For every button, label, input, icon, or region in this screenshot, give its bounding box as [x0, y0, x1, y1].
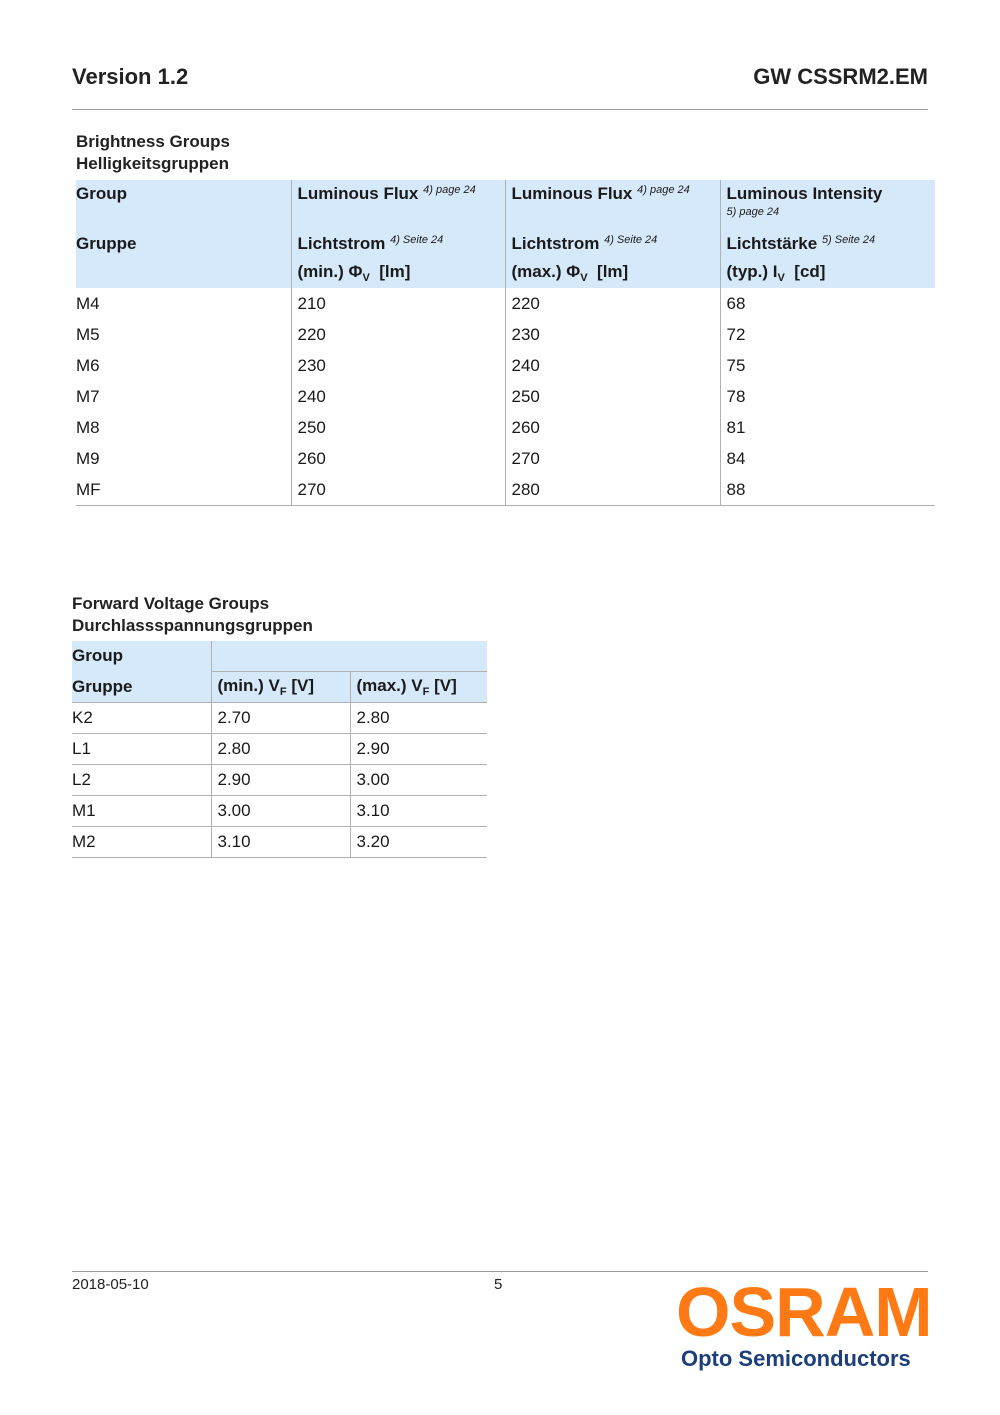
- bt-col-flux-min-unit: [291, 262, 505, 288]
- brightness-header-row-de: [76, 230, 935, 262]
- brightness-header-row-en: [76, 180, 935, 230]
- bt-col-group-en: [76, 180, 291, 230]
- bt-cell: 240: [505, 350, 720, 381]
- logo-subtitle: Opto Semiconductors: [681, 1346, 911, 1371]
- bt-lichtstrom-max-note: 4) Seite 24: [604, 234, 658, 246]
- vt-col-min-label: (min.) V: [217, 676, 280, 695]
- bt-cell: 260: [291, 443, 505, 474]
- bt-cell: 78: [720, 381, 935, 412]
- bt-cell: M4: [76, 293, 100, 313]
- vt-cell: 2.70: [211, 703, 350, 734]
- vt-cell: L2: [72, 765, 211, 796]
- osram-logo: OSRAM: [676, 1273, 932, 1351]
- table-row: [76, 350, 935, 381]
- bt-col-group-unit: [76, 262, 291, 288]
- bt-cell: 88: [720, 474, 935, 506]
- bt-cell: M8: [76, 417, 100, 437]
- bt-intensity-label: Luminous Intensity: [726, 184, 883, 203]
- bt-cell: 84: [720, 443, 935, 474]
- bt-cell: 81: [720, 412, 935, 443]
- table-row: [76, 319, 935, 350]
- vt-cell: K2: [72, 703, 211, 734]
- bt-lichtstaerke-label: Lichtstärke: [726, 234, 818, 253]
- bt-cell: 250: [505, 381, 720, 412]
- vt-cell: M1: [72, 796, 211, 827]
- bt-cell: 230: [505, 319, 720, 350]
- table-row: [72, 765, 487, 796]
- bt-intensity-note: 5) page 24: [726, 206, 780, 218]
- voltage-title: [72, 593, 313, 637]
- bt-col-intensity-en: [720, 180, 935, 230]
- bt-col-intensity-de: [720, 230, 935, 262]
- bt-cell: 220: [291, 319, 505, 350]
- bt-col-group-de: [76, 230, 291, 262]
- table-row: [76, 412, 935, 443]
- voltage-table: [72, 641, 487, 858]
- vt-col-max-label: (max.) V: [356, 676, 423, 695]
- bt-lichtstrom-min-note: 4) Seite 24: [390, 234, 444, 246]
- vt-col-min-sub: F: [279, 686, 287, 698]
- vt-cell: 3.10: [211, 827, 350, 858]
- bt-flux-min-sub: V: [362, 272, 370, 284]
- vt-cell: 3.20: [350, 827, 487, 858]
- vt-col-min: [211, 672, 350, 703]
- brightness-table: [76, 180, 935, 506]
- bt-cell: M6: [76, 355, 100, 375]
- voltage-header-row-de: [72, 672, 487, 703]
- table-row: [72, 703, 487, 734]
- bt-flux-max-note: 4) page 24: [637, 184, 690, 196]
- bt-col-flux-min-de: [291, 230, 505, 262]
- vt-cell: 3.00: [350, 765, 487, 796]
- page-number: 5: [494, 1276, 503, 1293]
- table-row: [76, 288, 935, 319]
- brightness-title: [76, 131, 230, 175]
- vt-header-blank: [211, 641, 487, 672]
- bt-intensity-qual: (typ.) I: [726, 262, 778, 281]
- bt-cell: 75: [720, 350, 935, 381]
- vt-cell: L1: [72, 734, 211, 765]
- bt-intensity-unit: [cd]: [794, 262, 826, 281]
- bt-cell: 230: [291, 350, 505, 381]
- brightness-header-row-units: [76, 262, 935, 288]
- bt-group-label: Group: [76, 184, 127, 203]
- bt-flux-min-note: 4) page 24: [423, 184, 476, 196]
- bt-cell: M5: [76, 324, 100, 344]
- bt-lichtstrom-min-label: Lichtstrom: [297, 234, 386, 253]
- bt-cell: 280: [505, 474, 720, 506]
- vt-cell: 2.90: [350, 734, 487, 765]
- table-row: [72, 827, 487, 858]
- bt-cell: 270: [291, 474, 505, 506]
- table-row: [76, 381, 935, 412]
- vt-gruppe-label: Gruppe: [72, 672, 211, 703]
- bt-cell: 240: [291, 381, 505, 412]
- vt-cell: 2.80: [350, 703, 487, 734]
- table-row: [76, 474, 935, 506]
- bt-cell: 260: [505, 412, 720, 443]
- bt-cell: M9: [76, 448, 100, 468]
- vt-col-max: [350, 672, 487, 703]
- voltage-header-row-en: [72, 641, 487, 672]
- bt-cell: 210: [291, 288, 505, 319]
- voltage-title-en: Forward Voltage Groups: [72, 594, 270, 613]
- product-code: GW CSSRM2.EM: [753, 64, 928, 89]
- vt-group-label: Group: [72, 641, 211, 672]
- vt-cell: M2: [72, 827, 211, 858]
- bt-flux-max-unit: [lm]: [597, 262, 629, 281]
- bt-col-flux-min-en: [291, 180, 505, 230]
- vt-col-max-sub: F: [422, 686, 430, 698]
- bt-flux-min-qual: (min.) Φ: [297, 262, 363, 281]
- bt-lichtstrom-max-label: Lichtstrom: [511, 234, 600, 253]
- bt-flux-min-unit: [lm]: [379, 262, 411, 281]
- bt-flux-max-sub: V: [580, 272, 588, 284]
- footer-date: 2018-05-10: [72, 1276, 149, 1293]
- bt-col-intensity-unit: [720, 262, 935, 288]
- header-divider: [72, 109, 928, 110]
- vt-col-min-unit: [V]: [291, 676, 314, 695]
- vt-col-max-unit: [V]: [434, 676, 457, 695]
- bt-col-flux-max-de: [505, 230, 720, 262]
- voltage-title-de: Durchlassspannungsgruppen: [72, 616, 313, 635]
- document-version: Version 1.2: [72, 64, 189, 89]
- vt-cell: 3.10: [350, 796, 487, 827]
- vt-cell: 2.80: [211, 734, 350, 765]
- bt-flux-max-label: Luminous Flux: [511, 184, 633, 203]
- bt-cell: 220: [505, 288, 720, 319]
- bt-lichtstaerke-note: 5) Seite 24: [821, 234, 876, 246]
- bt-col-flux-max-en: [505, 180, 720, 230]
- brightness-title-en: Brightness Groups: [76, 132, 230, 151]
- table-row: [72, 796, 487, 827]
- bt-flux-max-qual: (max.) Φ: [511, 262, 581, 281]
- vt-cell: 2.90: [211, 765, 350, 796]
- bt-col-flux-max-unit: [505, 262, 720, 288]
- bt-cell: 250: [291, 412, 505, 443]
- bt-cell: MF: [76, 474, 291, 506]
- bt-gruppe-label: Gruppe: [76, 234, 137, 253]
- bt-flux-min-label: Luminous Flux: [297, 184, 419, 203]
- bt-cell: 68: [720, 288, 935, 319]
- bt-cell: 270: [505, 443, 720, 474]
- brightness-title-de: Helligkeitsgruppen: [76, 154, 230, 173]
- bt-intensity-sub: V: [777, 272, 785, 284]
- table-row: [76, 443, 935, 474]
- vt-cell: 3.00: [211, 796, 350, 827]
- table-row: [72, 734, 487, 765]
- bt-cell: M7: [76, 386, 100, 406]
- bt-cell: 72: [720, 319, 935, 350]
